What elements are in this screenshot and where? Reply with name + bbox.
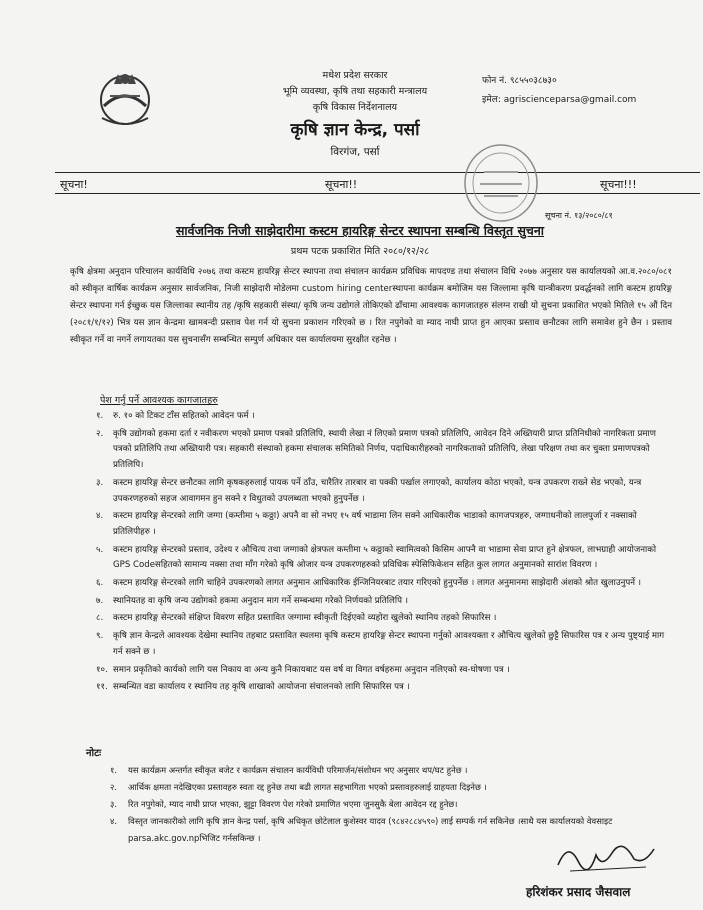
office-name: कृषि ज्ञान केन्द्र, पर्सा [290,120,420,140]
header-rule-bottom [55,193,700,194]
item-number: १. [110,765,118,775]
item-text: सम्बन्धित वडा कार्यालय र स्थानिय तह कृषि शाखाको आयोजना संचालनको लागि सिफारिस पत्र । [113,682,410,693]
item-text: यस कार्यक्रम अन्तर्गत स्वीकृत बजेट र कार्यक्रम संचालन कार्यविधी परिमार्जन/संशोधन भए अनुसार थप/घट हुनेछ । [128,765,468,775]
directorate-name: कृषि विकास निर्देशनालय [312,102,398,113]
requirements-heading: पेश गर्नु पर्ने आवश्यक कागजातहरु [100,395,218,406]
notes-label: नोटः [86,748,102,759]
list-item [70,779,670,796]
item-text: कस्टम हायरिङ्ग सेन्टरको लागि जग्गा (कम्तीमा ५ कठ्ठा) अपनै वा सो नभए १५ वर्ष भाडामा लिन सक्ने आधिकारीक भाडाको कागजपत्रहरु, जग्गाधनीको लालपुर्जा र नक्साको प्रतिलिपीहरु । [113,511,637,537]
organization-header [230,68,480,160]
list-item [70,476,675,507]
item-text: कस्टम हायरिङ्ग सेन्टरको प्रस्ताव, उदेश्य र औचित्य तथा जग्गाको क्षेत्रफल कम्तीमा ५ कठ्ठाको स्वामित्वको किसिम आफ्नै वा भाडामा सेवा प्राप्त हुने क्षेत्रफल, लाभग्राही आयोजनाको GPS Codeसहितको सामान्य नक्सा तथा माँग गरेको कृषि ओजार यन्त्र उपकरणहरुको प्रविधिक स्पेसिफिकेशन सहित कुल लागत अनुमानको सारांश विवरण । [113,544,657,571]
item-number: ६. [96,578,104,589]
phone-number: फोन नं. ९८५५०३८७३० [482,76,557,86]
requirements-list [70,409,675,698]
signature-icon [550,835,660,879]
notice-mark-2: सूचना!! [325,178,358,191]
list-item [70,629,675,660]
item-text: आर्थिक क्षमता नदेखिएका प्रस्तावहरु स्वतः रद्द हुनेछ तथा बढी लागत सहभागिता भएको प्रस्तावहरुलाई ग्राहयता दिइनेछ । [128,782,487,792]
item-text: समान प्रकृतिको कार्यको लागि यस निकाय वा अन्य कुनै निकायबाट यस वर्ष वा विगत वर्षहरुमा अनुदान नलिएको स्व-घोषणा पत्र । [113,664,510,675]
item-text: स्थानियतह वा कृषि जन्य उद्योगको हकमा अनुदान माग गर्ने सम्बन्धमा गरेको निर्णयको प्रतिलिपि । [113,595,408,606]
item-number: ३. [96,477,104,488]
office-stamp-icon [462,142,540,224]
list-item [70,663,675,679]
body-paragraph: कृषि क्षेत्रमा अनुदान परिचालन कार्यविधि २०७६ तथा कस्टम हायरिङ्ग सेन्टर स्थापना तथा संचालन कार्यक्रम प्रविधिक मापदण्ड तथा संचालन विधि २०७७ अनुसार यस कार्यालयको आ.व.२०८०/०८१ को स्वीकृत वार्षिक कार्यक्रम अनुसार सार्वजनिक, निजी साझेदारी मोडेलमा custom hiring centerस्थापना कार्यक्रम बमोजिम यस जिल्लामा कृषि यान्त्रीकरण प्रवर्द्धनको लागि कस्टम हायरिङ्ग सेन्टर स्थापना गर्न ईच्छुक यस जिल्लाका स्थानीय तह /कृषि सहकारी संस्था/ कृषि जन्य उद्योगले तोकिएको ढाँचामा आवश्यक कागजातहरु संलग्न राखी यो सुचना प्रकाशित भएको मितिले १५ औं दिन (२०८१/१/१२) भित्र यस ज्ञान केन्द्रमा खामबन्दी प्रस्ताव पेश गर्न यो सुचना प्रकाशन गरिएको छ । रित नपुगेको वा म्याद नाघी प्राप्त हुन आएका प्रस्ताव छनौटका लागि समावेश हुने छैन । प्रस्ताव स्वीकृत गर्ने वा नगर्ने लगायतका यस सुचनासँग सम्बन्धित सम्पुर्ण अधिकार यस कार्यालयमा सुरक्षीत रहनेछ । [70,267,672,345]
item-number: २. [110,782,118,792]
list-item [70,543,675,574]
item-number: ८. [96,613,104,624]
item-number: २. [96,428,104,439]
email-address: इमेल: agriscienceparsa@gmail.com [482,95,637,105]
list-item [70,680,675,696]
item-text: रित नपुगेको, म्याद नाघी प्राप्त भएका, झुट्टा विवरण पेश गरेको प्रमाणित भएमा जुनसुकै बेला आवेदन रद्द हुनेछ। [128,799,458,809]
signatory-name: हरिशंकर प्रसाद जैसवाल [526,885,631,899]
list-item [70,576,675,592]
item-number: ४. [96,511,104,522]
item-text: विस्तृत जानकारीको लागि कृषि ज्ञान केन्द्र पर्सा, कृषि अधिकृत छोटेलाल कुशेस्वर यादव (९८४२८८४५९०) लाई सम्पर्क गर्न सकिनेछ ।साथै यस कार्यालयको वेवसाइट parsa.akc.gov.npभिजिट गर्नसकिन्छ । [128,816,613,843]
item-number: १०. [96,664,108,675]
contact-info [482,72,636,110]
item-text: कृषि ज्ञान केन्द्रले आवश्यक देखेमा स्थानिय तहबाट प्रस्तावित स्थलमा कृषि कस्टम हायरिङ्ग सेन्टर स्थापना गर्नुको आवश्यक्ता र औचित्य खुलेको छुट्टै सिफारिस पत्र र अन्य पुष्ट्याई माग गर्न सक्ने छ । [113,631,665,657]
item-text: कस्टम हायरिङ्ग सेन्टरको लागि चाहिने उपकरणको लागत अनुमान आधिकारिक ईन्जिनियरबाट तयार गरिएको हुनुपर्नेछ । लागत अनुमानमा साझेदारी अंशको श्रोत खुलाउनुपर्ने । [113,578,641,589]
notice-mark-3: सूचना!!! [600,178,637,191]
item-text: कृषि उद्योगको हकमा दर्ता र नवीकरण भएको प्रमाण पत्रको प्रतिलिपि, स्थायी लेखा नं लिएको प्रमाण पत्रको प्रतिलिपि, आवेदन दिने अख्तियारी प्राप्त प्रतिनिधीको नागरिकता प्रमाण पत्रको प्रतिलिपि तथा अख्तियारी पत्र। सहकारी संस्थाको हकमा संचालक समितिको निर्णय, पदाधिकारीहरुको नागरिकताको प्रतिलिपि, लेखा परिक्षण तथा कर चुक्ता प्रमाणपत्रको प्रतिलिपि। [113,428,656,471]
province-government: मधेश प्रदेश सरकार [322,70,388,81]
list-item [70,409,675,425]
item-number: ५. [96,544,104,555]
list-item [70,762,670,779]
item-number: ३. [110,799,118,809]
header-rule-top [55,172,700,173]
list-item [70,427,675,474]
publication-date: प्रथम पटक प्रकाशित मिति २०८०/१२/२८ [290,246,430,257]
item-number: ९. [96,631,104,642]
item-text: कस्टम हायरिङ्ग सेन्टर छनौटका लागि कृषकहरुलाई पायक पर्ने ठाँउ, चारैतिर तारबार वा पक्की पर्खाल लगाएको, कार्यालय कोठा भएको, यन्त्र उपकरण राख्ने सेड भएको, यन्त्र उपकरणहरुको सहज आवागमन हुन सक्ने र विधुतको उपलब्धता भएको हुनुपर्नेछ । [113,477,642,504]
item-number: ७. [96,595,104,606]
office-city: विरगंज, पर्सा [330,146,380,158]
item-number: ४. [110,816,118,826]
nepal-emblem-icon [92,66,158,132]
reference-number: सूचना नं. १३/२०८०/८१ [545,211,613,220]
notice-title: सार्वजनिक निजी साझेदारीमा कस्टम हायरिङ्ग सेन्टर स्थापना सम्बन्धि विस्तृत सुचना [175,223,545,238]
notice-mark-1: सूचना! [60,178,88,191]
item-number: ११. [96,682,108,693]
item-text: रु. १० को टिकट टाँस सहितको आवेदन फर्म । [113,411,255,421]
list-item [70,796,670,813]
list-item [70,611,675,627]
item-text: कस्टम हायरिङ्ग सेन्टरको संक्षिप्त विवरण सहित प्रस्तावित जग्गामा स्वीकृती दिईएको व्यहोरा खुलेको स्थानिय तहको सिफारिस । [113,613,497,624]
list-item [70,509,675,540]
item-number: १. [96,411,104,421]
list-item [70,594,675,610]
ministry-name: भूमि व्यवस्था, कृषि तथा सहकारी मन्त्रालय [282,86,428,97]
